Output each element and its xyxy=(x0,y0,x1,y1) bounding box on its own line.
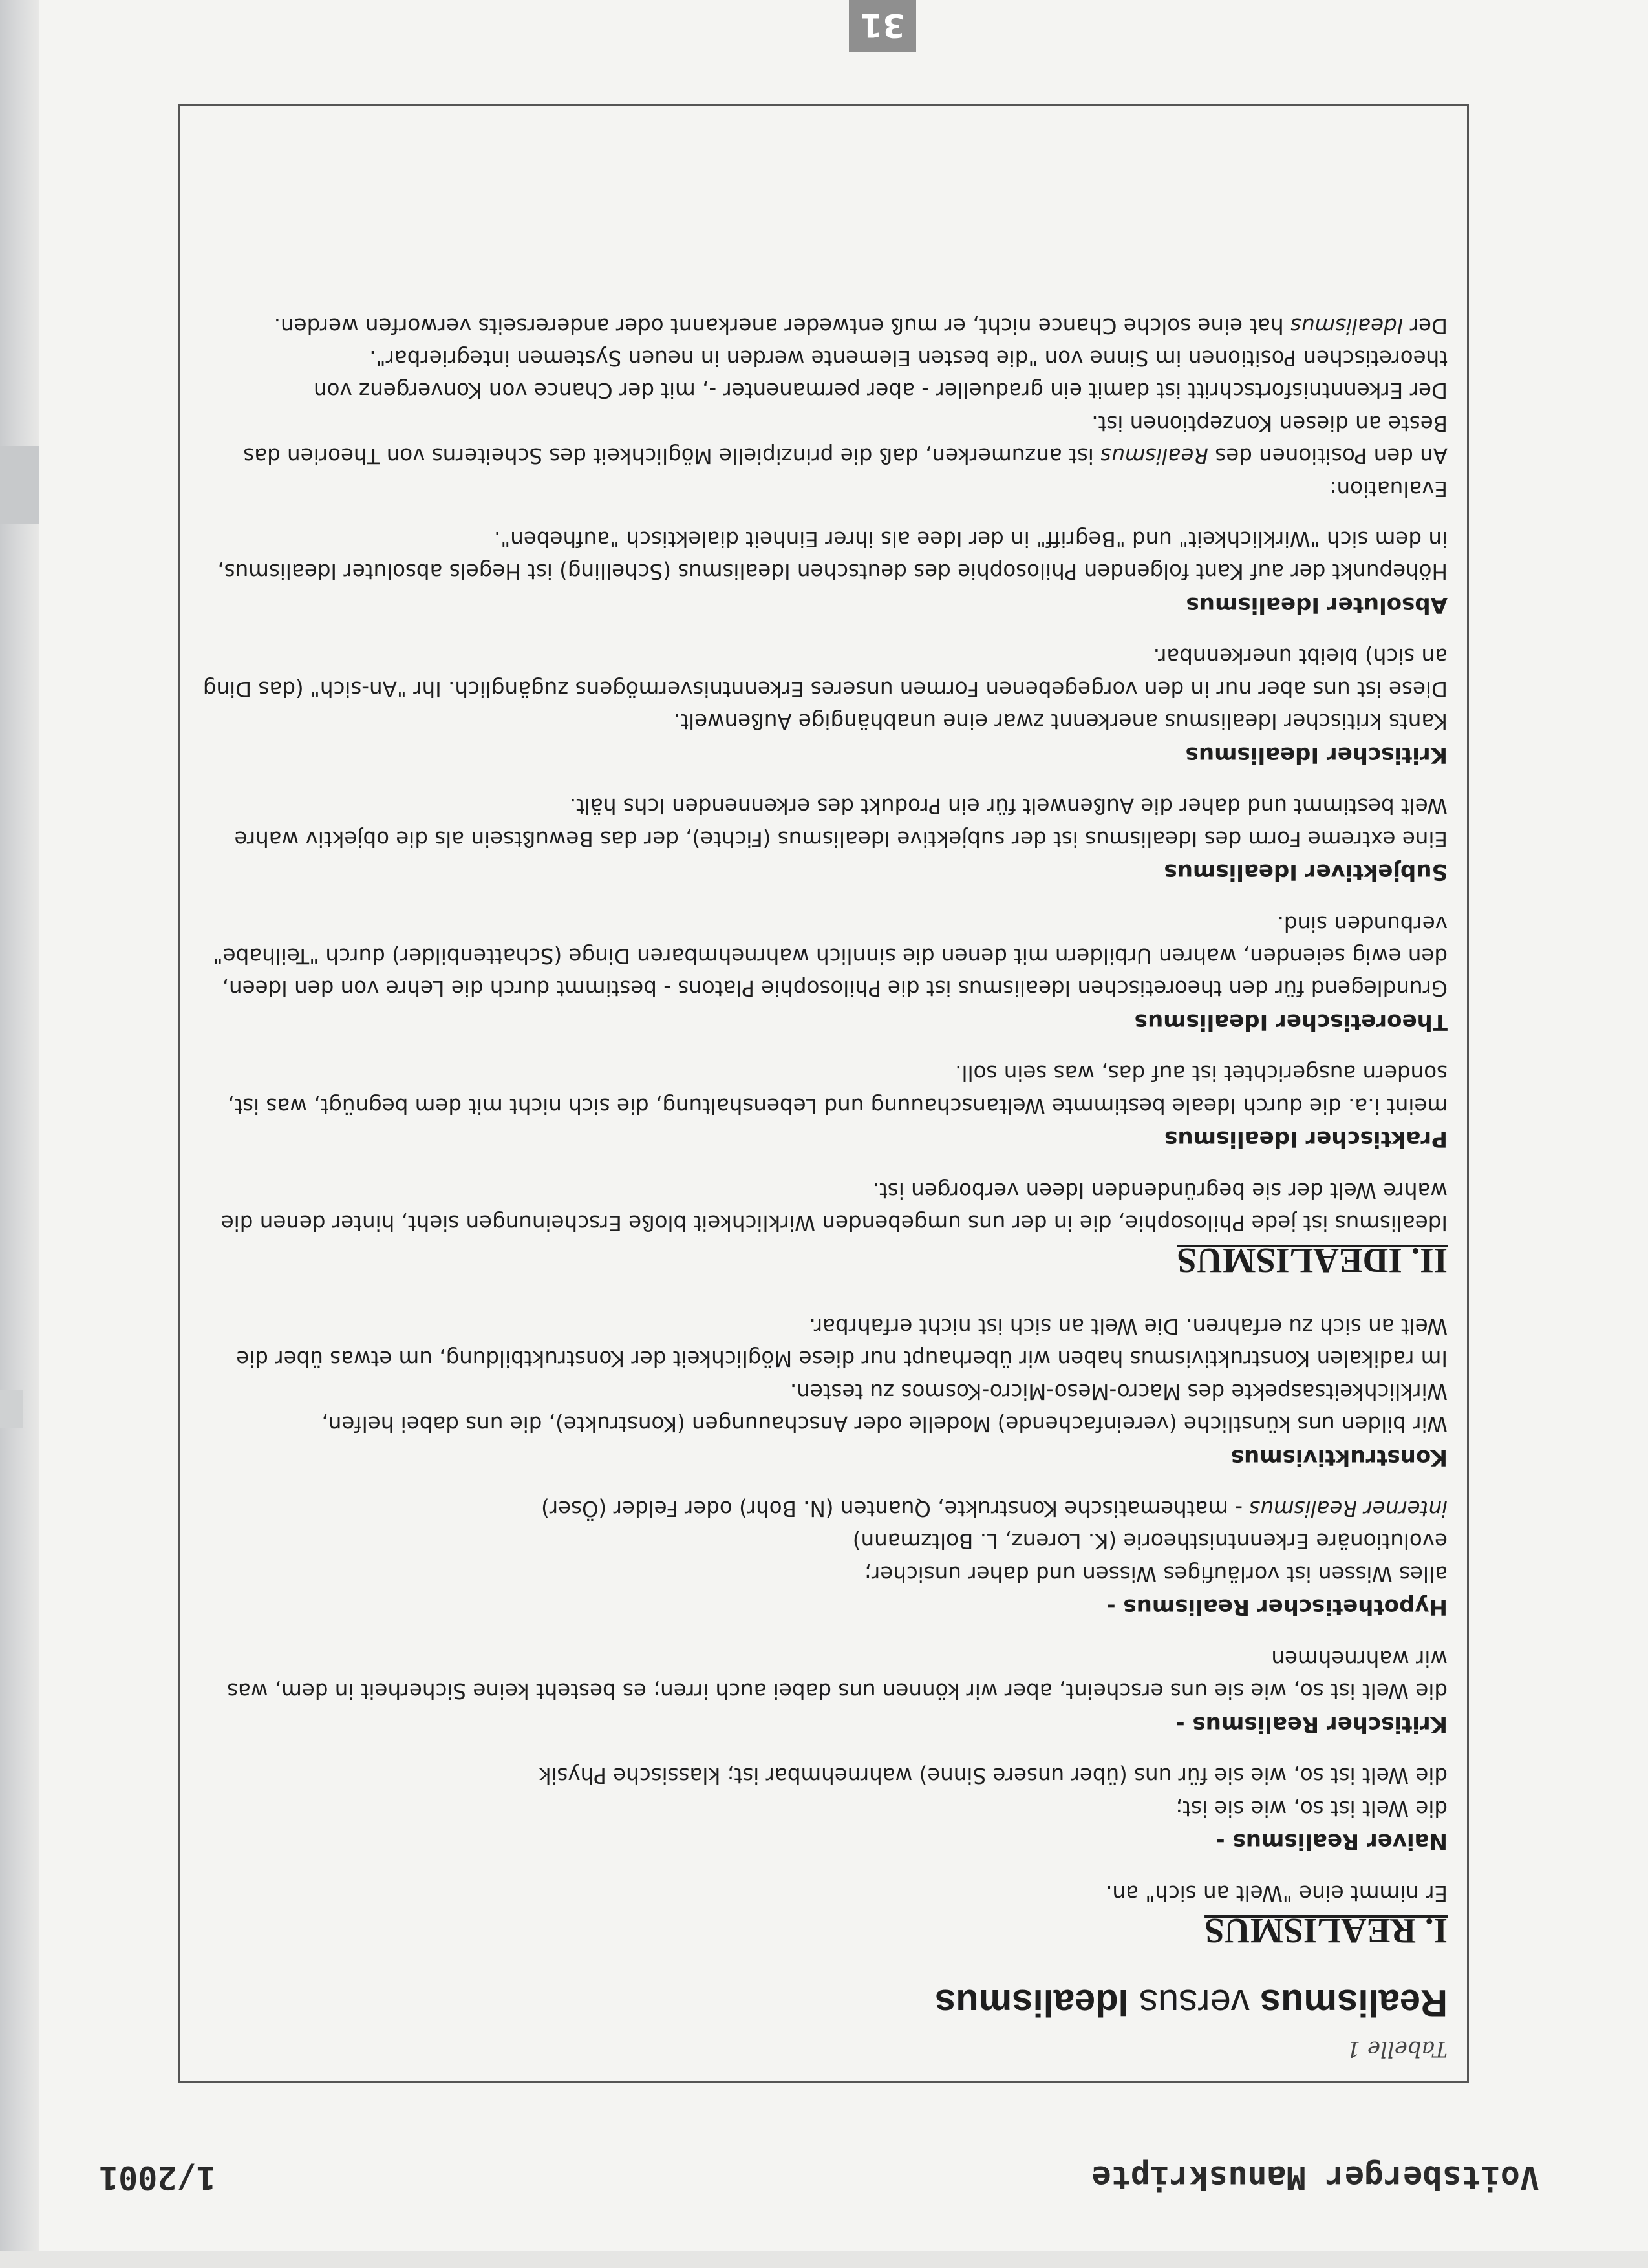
evaluation-paragraph xyxy=(200,407,1448,472)
running-header xyxy=(99,2155,1539,2200)
subheading-critical-realism: Kritischer Realismus - xyxy=(1175,1711,1448,1737)
naive-realism-line: die Welt ist so, wie sie ist; xyxy=(1175,1796,1448,1821)
hypothetical-realism-line: evolutionäre Erkenntnistheorie (K. Lorenz, L. Boltzmann) xyxy=(852,1529,1448,1554)
evaluation-paragraph xyxy=(200,309,1448,341)
journal-name: Voitsberger Manuskripte xyxy=(1091,2159,1539,2196)
critical-idealism-line: Diese ist uns aber nur in den vorgegebenen Formen unseres Erkenntnisvermögens zugänglich. Ihr "An-sich" (das Ding an sich) bleibt unerkennbar. xyxy=(202,644,1448,701)
evaluation-term-realism: Realismus xyxy=(1100,443,1208,469)
practical-idealism-text: meint i.a. die durch Ideale bestimmte Weltanschauung und Lebenshaltung, die sich nicht mit dem begnügt, was ist, sondern ausgerichtet ist auf das, was sein soll. xyxy=(228,1061,1448,1118)
subjective-idealism-text: Eine extreme Form des Idealismus ist der subjektive Idealismus (Fichte), der das Bewußtsein als die objektiv wahre Welt bestimmt und daher die Außenwelt für ein Produkt des erkennenden Ichs hält. xyxy=(234,794,1448,851)
table-caption: Tabelle 1 xyxy=(1346,2036,1448,2062)
subheading-critical-idealism: Kritischer Idealismus xyxy=(1185,741,1448,768)
evaluation-paragraph: Der Erkenntnisfortschritt ist damit ein gradueller - aber permanenter -, mit der Chance von Konvergenz von theoretischen Positionen im Sinne von "die besten Elemente werden in neuen Systemen integrierbar". xyxy=(314,346,1448,403)
critical-realism-text: die Welt ist so, wie sie uns erscheint, aber wir können uns dabei auch irren; es besteht keine Sicherheit in dem, was wir wahrnehmen xyxy=(227,1646,1448,1704)
evaluation-text: ist anzumerken, daß die prinzipielle Möglichkeit des Scheiterns von Theorien das Beste an diesen Konzeptionen ist. xyxy=(243,410,1448,469)
page-number: 31 xyxy=(860,6,905,44)
subheading-hypothetical-realism: Hypothetischer Realismus - xyxy=(1106,1594,1448,1620)
theoretical-idealism-text: Grundlegend für den theoretischen Idealismus ist die Philosophie Platons - bestimmt durch die Lehre von den Ideen, den ewig seienden, wahren Urbildern mit denen die sinnlich wahrnehmbaren Dinge (Schattenbilder) durch "Teilhabe" verbunden sind. xyxy=(213,911,1448,1001)
subheading-theoretical-idealism: Theoretischer Idealismus xyxy=(1134,1009,1448,1035)
title-part-versus: versus xyxy=(1139,1982,1250,2024)
idealism-intro: Idealismus ist jede Philosophie, die in der uns umgebenden Wirklichkeit bloße Erscheinungen sieht, hinter denen die wahre Welt der sie begründenden Ideen verborgen ist. xyxy=(220,1178,1448,1236)
internal-realism-term: interner Realismus xyxy=(1249,1496,1448,1521)
page-number-tab xyxy=(849,0,916,52)
title-part-idealism: Idealismus xyxy=(934,1982,1129,2024)
absolute-idealism-text: Höhepunkt der auf Kant folgenden Philosophie des deutschen Idealismus (Schelling) ist Hegels absoluter Idealismus, in dem sich "Wirklichkeit" und "Begriff" in der Idee als ihrer Einheit dialektisch "aufheben". xyxy=(217,526,1448,584)
constructivism-paragraph: Wir bilden uns künstliche (vereinfachende) Modelle oder Anschauungen (Konstrukte), die uns dabei helfen, Wirklichkeitsaspekte des Macro-Meso-Micro-Kosmos zu testen. xyxy=(321,1379,1448,1436)
hypothetical-realism-line xyxy=(200,1492,1448,1525)
evaluation-heading: Evaluation: xyxy=(1329,476,1448,501)
subheading-constructivism: Konstruktivismus xyxy=(1230,1444,1448,1470)
evaluation-term-idealism: Idealismus xyxy=(1290,313,1404,338)
internal-realism-desc: - mathematische Konstrukte, Quanten (N. Bohr) oder Felder (Öser) xyxy=(541,1496,1250,1521)
subheading-subjective-idealism: Subjektiver Idealismus xyxy=(1164,859,1448,885)
naive-realism-line: die Welt ist so, wie sie für uns (über unsere Sinne) wahrnehmbar ist; klassische Physik xyxy=(539,1763,1448,1788)
section-heading-realism: I. REALISMUS xyxy=(1204,1911,1448,1951)
evaluation-text: An den Positionen des xyxy=(1208,443,1448,469)
subheading-absolute-idealism: Absoluter Idealismus xyxy=(1186,592,1448,618)
realism-intro: Er nimmt eine "Welt an sich" an. xyxy=(1106,1880,1448,1905)
subheading-naive-realism: Naiver Realismus - xyxy=(1215,1828,1448,1855)
document-title xyxy=(200,1981,1448,2024)
hypothetical-realism-line: alles Wissen ist vorläufiges Wissen und daher unsicher; xyxy=(864,1561,1448,1586)
constructivism-paragraph: Im radikalen Konstruktivismus haben wir überhaupt nur diese Möglichkeit der Konstruktbildung, um etwas über die Welt an sich zu erfahren. Die Welt an sich ist nicht erfahrbar. xyxy=(236,1313,1448,1372)
subheading-practical-idealism: Praktischer Idealismus xyxy=(1164,1126,1448,1152)
table-frame xyxy=(178,104,1469,2083)
critical-idealism-line: Kants kritischer Idealismus anerkennt zwar eine unabhängige Außenwelt. xyxy=(673,709,1448,734)
issue-number: 1/2001 xyxy=(99,2159,216,2196)
section-heading-idealism: II. IDEALISMUS xyxy=(1177,1241,1448,1281)
evaluation-text: Der xyxy=(1403,313,1448,338)
title-part-realism: Realismus xyxy=(1259,1982,1448,2024)
evaluation-text: hat eine solche Chance nicht, er muß entweder anerkannt oder andererseits verworfen werden. xyxy=(273,313,1290,338)
